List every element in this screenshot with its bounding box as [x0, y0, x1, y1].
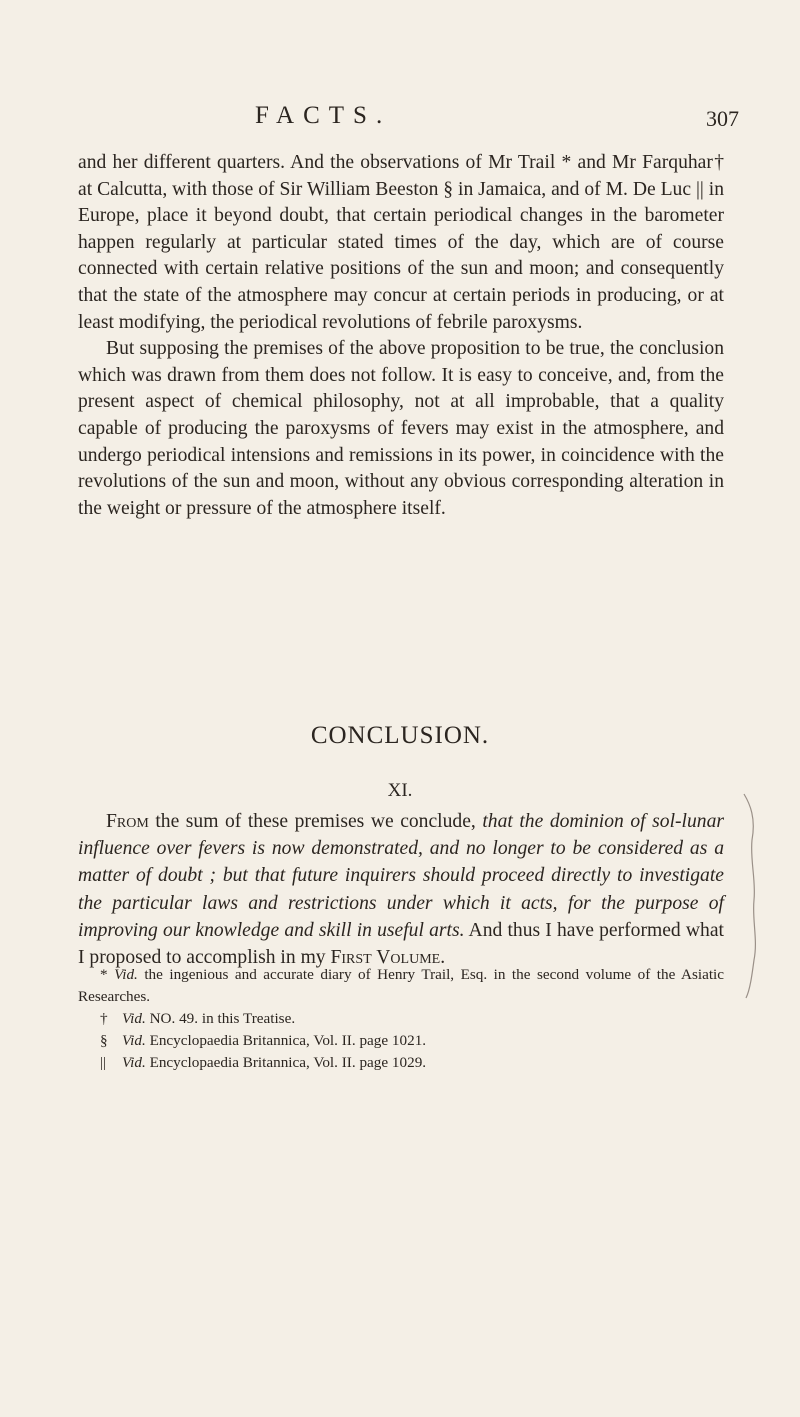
footnote-mark: ||	[100, 1054, 107, 1071]
footnote-text: Encyclopaedia Britannica, Vol. II. page 1029.	[145, 1054, 427, 1071]
footnotes	[78, 964, 724, 1074]
footnote	[78, 1030, 724, 1052]
page-number: 307	[706, 106, 739, 131]
body-text	[78, 150, 724, 522]
footnote-label: Vid.	[122, 1010, 146, 1027]
footnote-text: NO. 49. in this Treatise.	[145, 1010, 296, 1027]
margin-bracket-mark	[742, 790, 772, 1002]
footnote-mark: §	[100, 1032, 108, 1049]
conclusion-text-plain: the sum of these premises we conclude,	[148, 811, 483, 832]
lead-word: From	[106, 811, 149, 832]
section-number: XI.	[387, 780, 413, 801]
footnote-text: the ingenious and accurate diary of Henry Trail, Esq. in the second volume of the Asiatic Researches.	[78, 966, 724, 1005]
footnote	[78, 1008, 724, 1030]
paragraph: But supposing the premises of the above proposition to be true, the conclusion which was drawn from them does not follow. It is easy to conceive, and, from the present aspect of chemical philosophy, not at all improbable, that a quality capable of producing the paroxysms of fevers may exist in the atmosphere, and undergo periodical intensions and remissions in its power, in coincidence with the revolutions of the sun and moon, without any obvious corresponding alteration in the weight or pressure of the atmosphere itself.	[78, 338, 724, 519]
footnote-label: Vid.	[122, 1032, 146, 1049]
footnote-mark: †	[100, 1010, 108, 1027]
volume-reference: First Volume.	[330, 947, 446, 969]
footnote-mark: *	[100, 966, 108, 983]
footnote-label: Vid.	[114, 966, 138, 983]
section-heading: CONCLUSION.	[310, 722, 490, 749]
footnote	[78, 1052, 724, 1074]
running-title: FACTS.	[255, 102, 392, 129]
conclusion-text-italic: that the dominion of sol-lunar influence over fevers is now demonstrated, and no longer to be considered as a matter of doubt ; but that future inquirers should proceed directly to investigate the particular laws and restrictions under which it acts, for the purpose of improving our knowledge and skill in useful arts.	[78, 811, 724, 941]
footnote	[78, 964, 724, 1008]
paragraph-continued: and her different quarters. And the observations of Mr Trail * and Mr Farquhar† at Calcutta, with those of Sir William Beeston § in Jamaica, and of M. De Luc || in Europe, place it beyond doubt, that certain periodical changes in the barometer happen regularly at particular stated times of the day, which are of course connected with certain relative positions of the sun and moon; and consequently that the state of the atmosphere may concur at certain periods in producing, or at least modifying, the periodical revolutions of febrile paroxysms.	[78, 152, 724, 333]
page-header	[0, 100, 800, 140]
conclusion-paragraph	[78, 808, 724, 971]
conclusion-text-closing: And thus I have performed what I proposed to accomplish in my	[78, 919, 724, 969]
footnote-label: Vid.	[122, 1054, 146, 1071]
footnote-text: Encyclopaedia Britannica, Vol. II. page 1021.	[145, 1032, 427, 1049]
